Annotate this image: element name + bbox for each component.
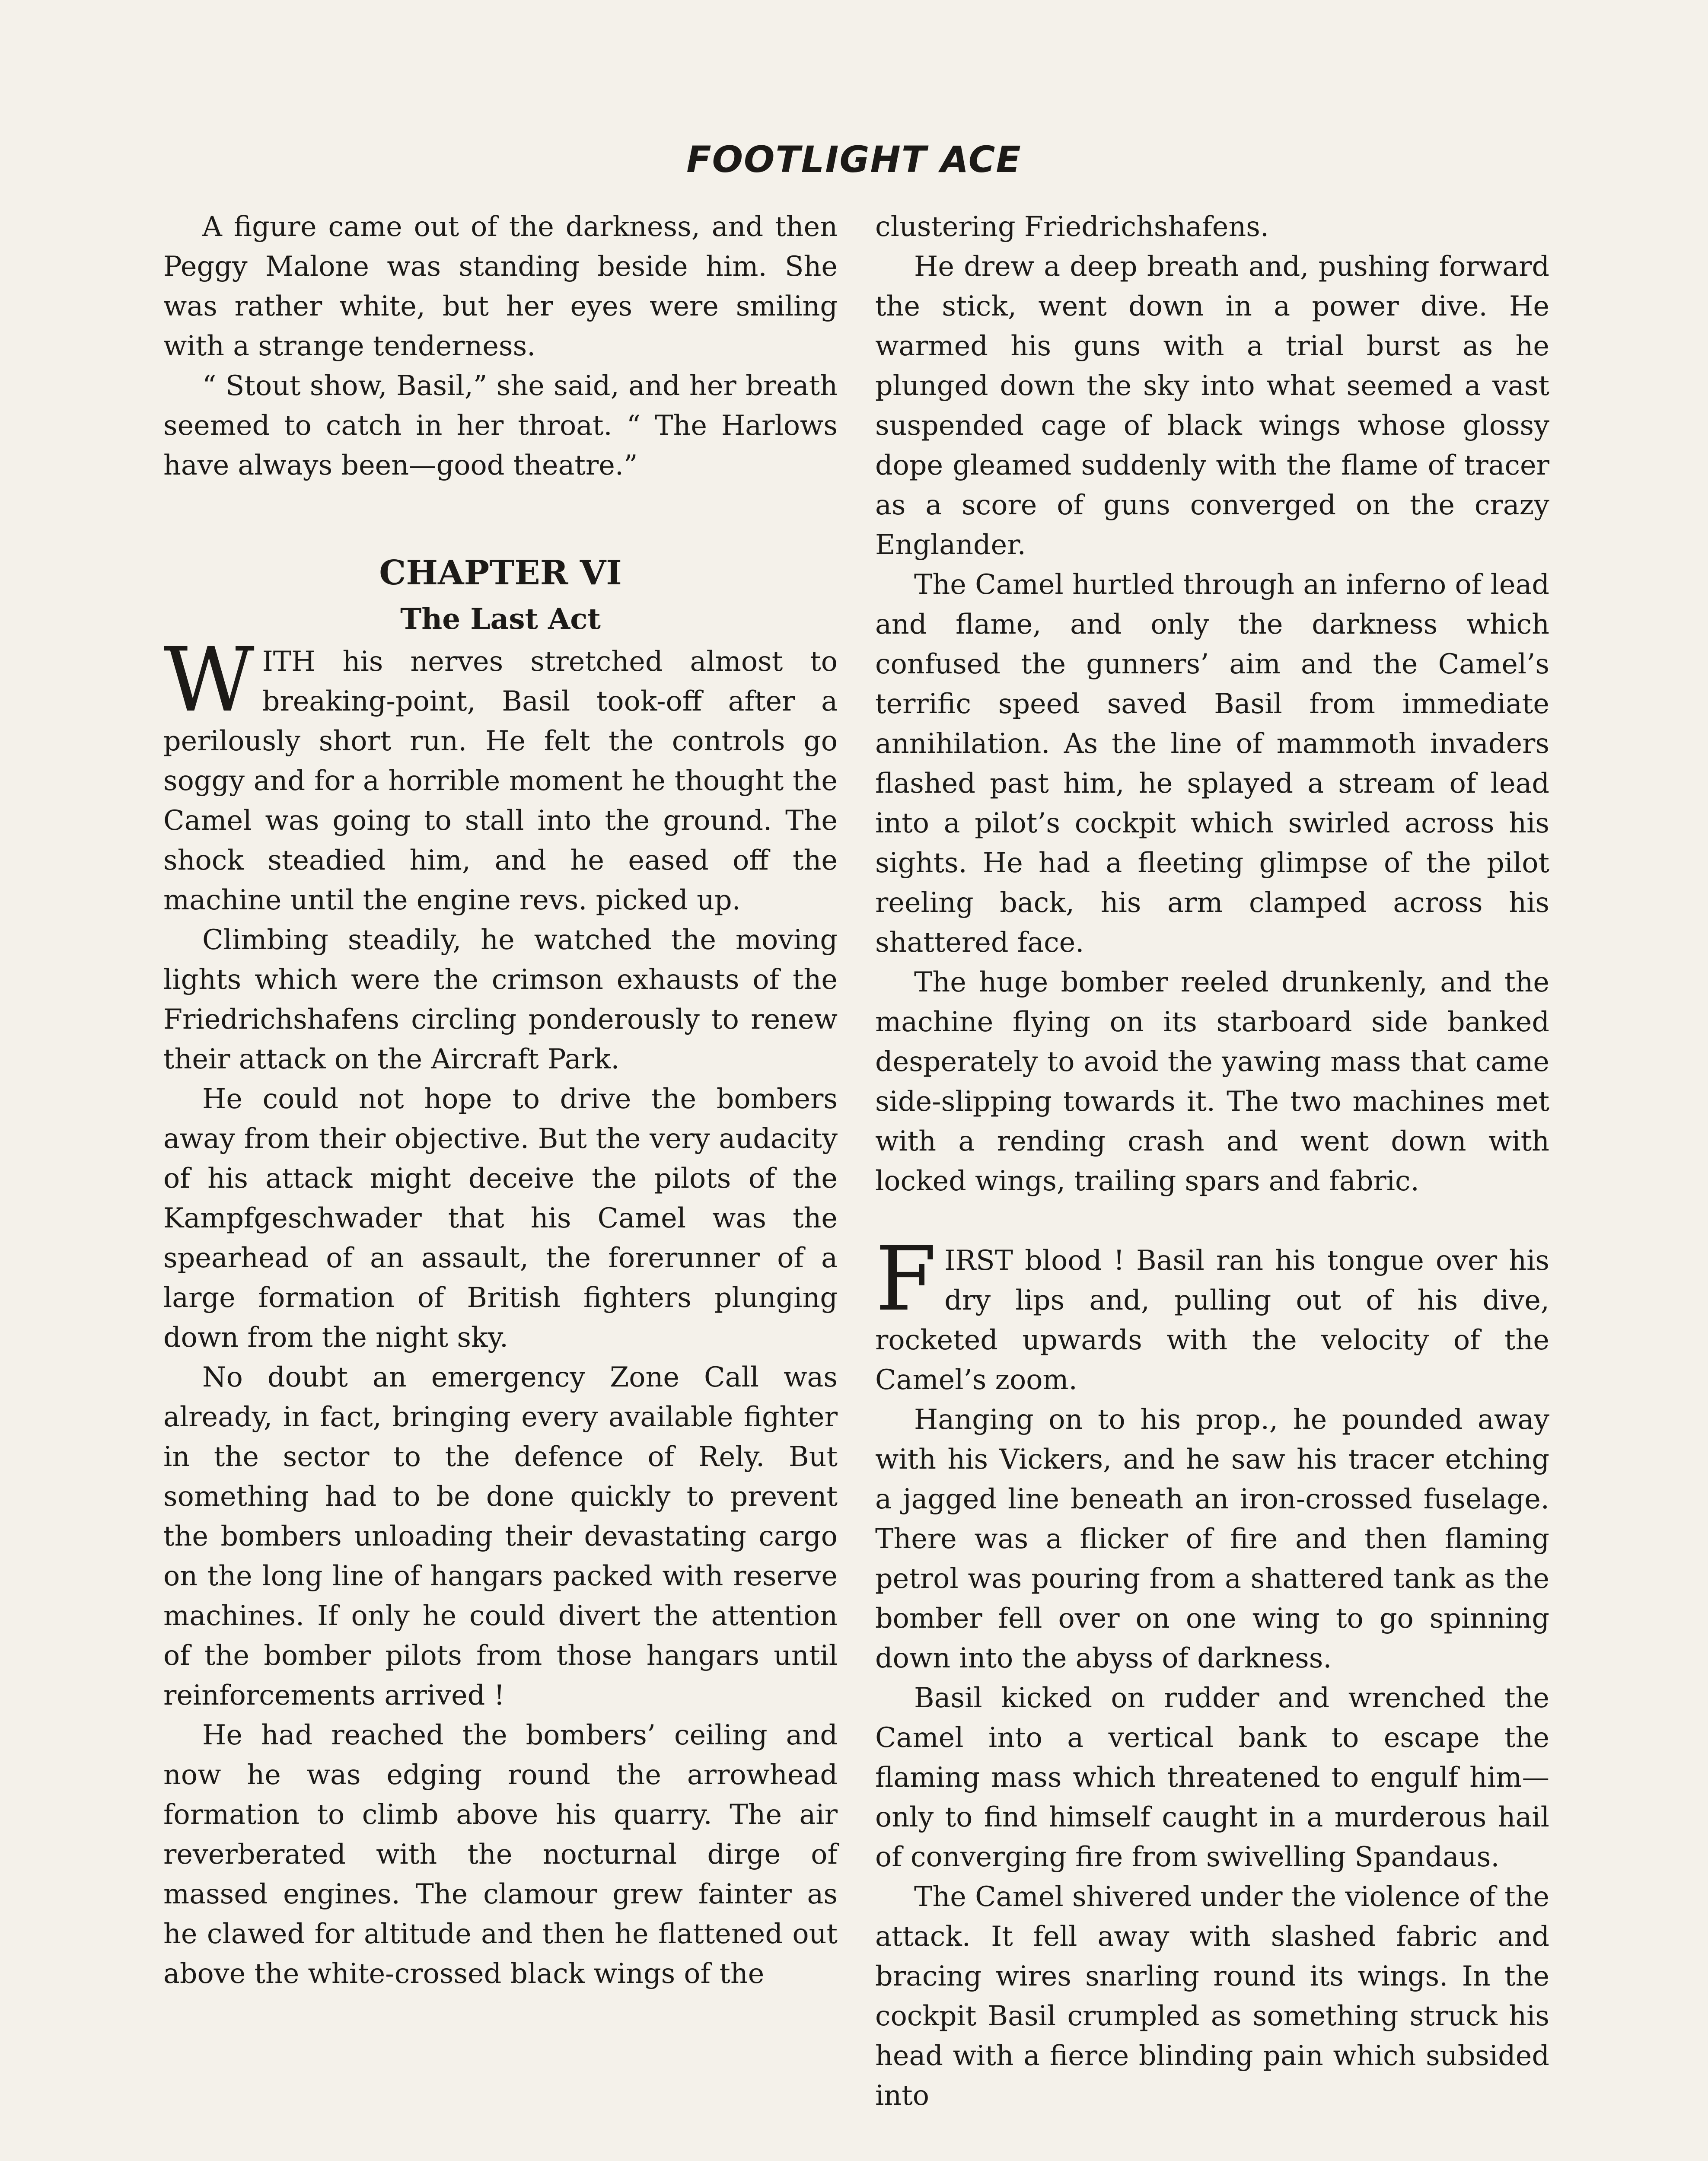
dropcap-paragraph <box>163 629 838 920</box>
paragraph: The Camel shivered under the violence of the attack. It fell away with slashed fabric and bracing wires snarling round its wings. In the cockpit Basil crumpled as something struck his head with a fierce blinding pain which subsided into <box>875 1881 1549 2111</box>
dropcap-paragraph <box>875 1228 1549 1399</box>
paragraph: A figure came out of the darkness, and then Peggy Malone was standing beside him. She was rather white, but her eyes were smiling with a strange tenderness. <box>163 210 838 362</box>
paragraph: He could not hope to drive the bombers away from their objective. But the very audacity of his attack might deceive the pilots of the Kampfgeschwader that his Camel was the spearhead of an assault, the forerunner of a large formation of British fighters plunging down from the night sky. <box>163 1083 838 1353</box>
chapter-subtitle: The Last Act <box>400 602 601 636</box>
paragraph-text: IRST blood ! Basil ran his tongue over his dry lips and, pulling out of his dive, rocketed upwards with the velocity of the Camel’s zoom. <box>875 1244 1549 1396</box>
right-column <box>875 207 1549 2115</box>
paragraph: “ Stout show, Basil,” she said, and her breath seemed to catch in her throat. “ The Harlows have always been—good theatre.” <box>163 370 838 481</box>
paragraph: The Camel hurtled through an inferno of lead and flame, and only the darkness which confused the gunners’ aim and the Camel’s terrific speed saved Basil from immediate annihilation. As the line of mammoth invaders flashed past him, he splayed a stream of lead into a pilot’s cockpit which swirled across his sights. He had a fleeting glimpse of the pilot reeling back, his arm clamped across his shattered face. <box>875 568 1549 958</box>
paragraph: The huge bomber reeled drunkenly, and the machine flying on its starboard side banked desperately to avoid the yawing mass that came side-slipping towards it. The two machines met with a rending crash and went down with locked wings, trailing spars and fabric. <box>875 966 1549 1197</box>
drop-cap: F <box>875 1228 937 1331</box>
paragraph: clustering Friedrichshafens. <box>875 210 1269 242</box>
paragraph: He drew a deep breath and, pushing forward the stick, went down in a power dive. He warmed his guns with a trial burst as he plunged down the sky into what seemed a vast suspended cage of black wings whose glossy dope gleamed suddenly with the flame of tracer as a score of guns converged on the crazy Englander. <box>875 250 1549 561</box>
running-title: FOOTLIGHT ACE <box>686 138 1022 181</box>
section-gap <box>875 1201 1549 1240</box>
paragraph: Basil kicked on rudder and wrenched the Camel into a vertical bank to escape the flaming mass which threatened to engulf him—only to find himself caught in a murderous hail of converging fire from swivelling Spandaus. <box>875 1682 1549 1873</box>
section-gap <box>163 485 838 550</box>
paragraph: No doubt an emergency Zone Call was already, in fact, bringing every available fighter in the sector to the defence of Rely. But something had to be done quickly to prevent the bombers unloading their devastating cargo on the long line of hangars packed with reserve machines. If only he could divert the attention of the bomber pilots from those hangars until reinforcements arrived ! <box>163 1361 838 1711</box>
drop-cap: W <box>163 629 255 732</box>
chapter-title: CHAPTER VI <box>379 553 622 593</box>
paragraph-text: ITH his nerves stretched almost to breaking-point, Basil took-off after a perilously short run. He felt the controls go soggy and for a horrible moment he thought the Camel was going to stall into the ground. The shock steadied him, and he eased off the machine until the engine revs. picked up. <box>163 645 838 916</box>
paragraph: Climbing steadily, he watched the moving lights which were the crimson exhausts of the Friedrichshafens circling ponderously to renew their attack on the Aircraft Park. <box>163 924 838 1075</box>
left-column <box>163 207 838 1993</box>
paragraph: He had reached the bombers’ ceiling and now he was edging round the arrowhead formation to climb above his quarry. The air reverberated with the nocturnal dirge of massed engines. The clamour grew fainter as he clawed for altitude and then he flattened out above the white-crossed black wings of the <box>163 1719 838 1989</box>
paragraph: Hanging on to his prop., he pounded away with his Vickers, and he saw his tracer etching a jagged line beneath an iron-crossed fuselage. There was a flicker of fire and then flaming petrol was pouring from a shattered tank as the bomber fell over on one wing to go spinning down into the abyss of darkness. <box>875 1403 1549 1674</box>
